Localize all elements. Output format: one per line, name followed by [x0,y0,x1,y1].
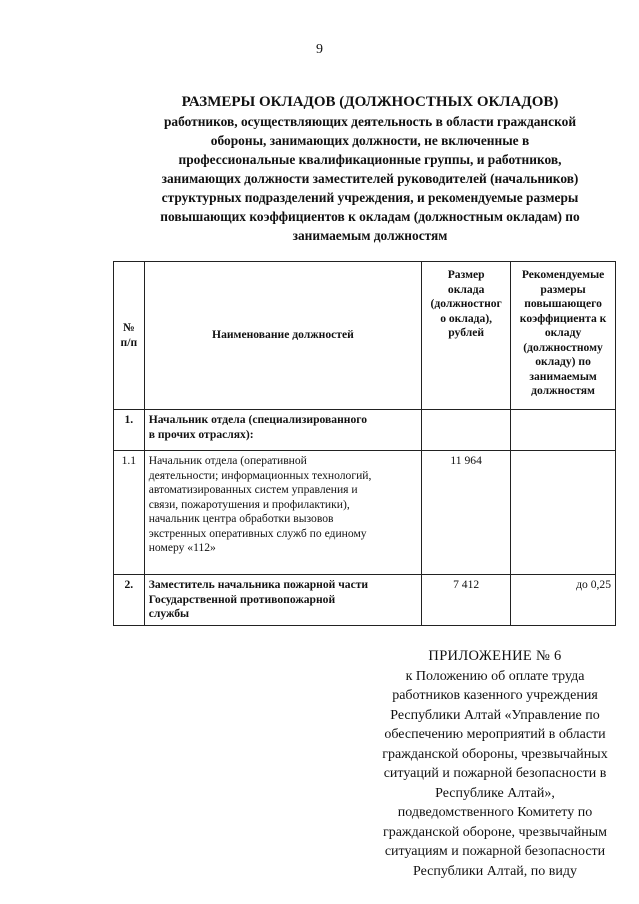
row-name-line: связи, пожаротушения и профилактики), [148,497,350,511]
appendix-line: ситуаций и пожарной безопасности в [383,766,607,781]
heading-subtitle-line: обороны, занимающих должности, не включенные в [210,133,530,148]
header-number [114,262,145,410]
header-coefficient-line: повышающего [524,297,602,310]
heading-subtitle-line: повышающих коэффициентов к окладам (должностным окладам) по [160,209,580,224]
row-name-line: начальник центра обработки вызовов [148,512,334,525]
header-coefficient-line: занимаемым [529,369,597,383]
row-position-name [144,575,421,626]
appendix-line: Республике Алтай», [435,785,555,801]
heading-subtitle-line: занимающих должности заместителей руководителей (начальников) [161,171,579,186]
header-coefficient [511,262,616,410]
row-coefficient [511,410,616,451]
table-row [114,575,616,626]
row-name-line: деятельности; информационных технологий, [148,468,372,482]
header-salary-line: оклада [447,282,485,296]
appendix-line: гражданской обороны, чрезвычайных [382,746,608,762]
header-salary-size [422,262,511,410]
row-name-line: экстренных оперативных служб по единому [148,526,367,540]
row-name-line: Начальник отдела (оперативной [148,454,307,467]
table-row [114,410,616,451]
row-salary: 11 964 [422,451,511,575]
header-number-line: п/п [120,335,138,349]
heading-subtitle-line: профессиональные квалификационные группы, и работников, [178,152,562,167]
row-name-line: в прочих отраслях): [148,427,254,441]
row-name-line: автоматизированных систем управления и [148,483,358,496]
header-salary-line: о оклада), [440,311,493,325]
row-number: 1.1 [114,451,145,575]
salary-table [113,261,616,626]
row-name-line: Государственной противопожарной [148,592,336,606]
appendix-line: гражданской обороне, чрезвычайным [382,824,608,840]
heading-subtitle-line: структурных подразделений учреждения, и рекомендуемые размеры [161,190,579,205]
header-coefficient-line: коэффициента к [519,311,607,325]
row-number: 2. [114,575,145,626]
row-position-name [144,410,421,451]
header-position-name: Наименование должностей [144,262,421,410]
row-name-line: номеру «112» [148,541,216,554]
heading-subtitle [110,112,630,245]
header-coefficient-line: окладу) по [535,355,591,368]
appendix-block [352,647,638,881]
heading-subtitle-line: работников, осуществляющих деятельность в области гражданской [163,114,577,129]
row-coefficient: до 0,25 [511,575,616,626]
appendix-line: к Положению об оплате труда [405,668,585,684]
appendix-line: Республики Алтай, по виду [412,863,578,879]
row-name-line: Начальник отдела (специализированного [148,413,368,426]
header-coefficient-line: (должностному [523,340,603,354]
header-coefficient-line: окладу [544,326,582,339]
appendix-line: работников казенного учреждения [392,688,598,703]
appendix-line: подведомственного Комитету по [397,805,593,820]
table-header-row [114,262,616,410]
row-number: 1. [114,410,145,451]
row-salary [422,410,511,451]
header-salary-line: рублей [448,326,485,339]
row-name-line: службы [148,607,190,620]
heading-subtitle-line: занимаемым должностям [292,228,448,243]
appendix-title: ПРИЛОЖЕНИЕ № 6 [428,648,562,664]
heading-title: РАЗМЕРЫ ОКЛАДОВ (ДОЛЖНОСТНЫХ ОКЛАДОВ) [181,94,559,110]
page-number: 9 [316,42,323,57]
row-name-line: Заместитель начальника пожарной части [148,578,369,591]
header-salary-line: Размер [447,268,485,281]
appendix-line: ситуациям и пожарной безопасности [384,844,606,859]
header-coefficient-line: размеры [540,282,586,296]
header-coefficient-line: Рекомендуемые [521,268,605,281]
header-number-line: № [123,321,135,334]
document-heading [110,93,630,245]
row-coefficient [511,451,616,575]
header-salary-line: (должностног [430,297,502,310]
row-position-name [144,451,421,575]
appendix-line: Республики Алтай «Управление по [390,707,600,723]
appendix-line: обеспечению мероприятий в области [384,727,606,742]
table-row [114,451,616,575]
row-salary: 7 412 [422,575,511,626]
header-coefficient-line: должностям [531,384,595,397]
